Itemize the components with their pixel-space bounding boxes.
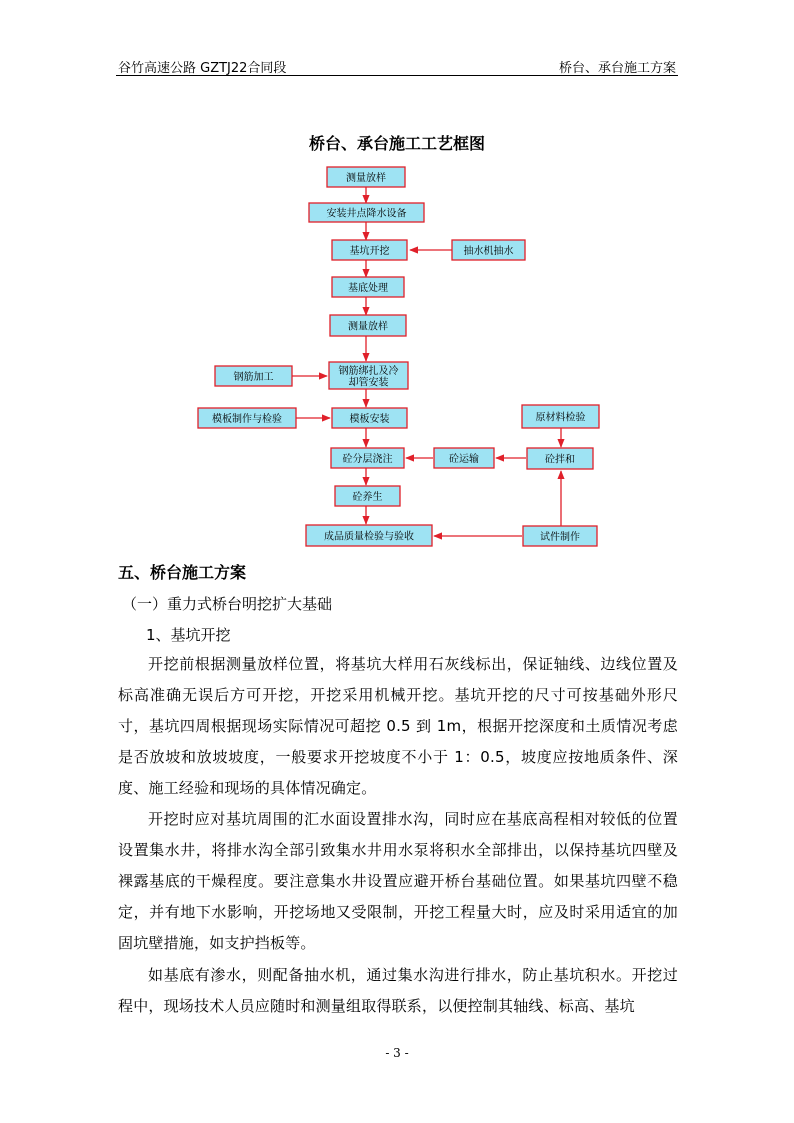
svg-text:却管安装: 却管安装 xyxy=(348,377,389,389)
box-materials-test xyxy=(522,405,599,428)
svg-text:砼运输: 砼运输 xyxy=(449,454,479,465)
svg-text:钢筋加工: 钢筋加工 xyxy=(233,372,274,383)
box-curing xyxy=(335,486,400,506)
box-rebar-process xyxy=(215,366,292,386)
box-survey-1 xyxy=(327,167,405,187)
svg-text:测量放样: 测量放样 xyxy=(346,173,386,184)
box-wellpoint xyxy=(309,203,424,222)
section-item: 1、基坑开挖 xyxy=(146,626,231,644)
box-foundation xyxy=(332,277,404,297)
figure-title: 桥台、承台施工工艺框图 xyxy=(308,134,485,153)
section-heading: 五、桥台施工方案 xyxy=(118,563,247,582)
paragraph-2: 开挖时应对基坑周围的汇水面设置排水沟，同时应在基底高程相对较低的位置设置集水井，将排水沟全部引致集水井用水泵将积水全部排出，以保持基坑四壁及裸露基底的干燥程度。要注意集水井设置应避开桥台基础位置。如果基坑四壁不稳定，并有地下水影响，开挖场地又受限制，开挖工程量大时，应及时采用适宜的加固坑壁措施，如支护挡板等。 xyxy=(118,810,678,952)
paragraph-1: 开挖前根据测量放样位置，将基坑大样用石灰线标出，保证轴线、边线位置及标高准确无误后方可开挖，开挖采用机械开挖。基坑开挖的尺寸可按基础外形尺寸，基坑四周根据现场实际情况可超挖 0.5 到 1m，根据开挖深度和土质情况考虑是否放坡和放坡坡度，一般要求开挖坡度不小于 1：0.5，坡度应按地质条件、深度、施工经验和现场的具体情况确定。 xyxy=(118,655,678,797)
svg-text:砼分层浇注: 砼分层浇注 xyxy=(342,454,393,465)
box-specimen xyxy=(523,526,597,546)
svg-text:成品质量检验与验收: 成品质量检验与验收 xyxy=(324,531,414,543)
svg-text:模板安装: 模板安装 xyxy=(349,414,390,425)
header-left: 谷竹高速公路 GZTJ22合同段 xyxy=(118,61,287,76)
box-survey-2 xyxy=(330,315,406,336)
box-mixing xyxy=(527,448,593,469)
svg-text:基坑开挖: 基坑开挖 xyxy=(349,246,390,257)
box-pour xyxy=(331,448,404,468)
svg-text:试件制作: 试件制作 xyxy=(540,532,580,543)
box-excavation xyxy=(332,240,407,260)
header-right: 桥台、承台施工方案 xyxy=(558,61,676,76)
paragraph-3: 如基底有渗水，则配备抽水机，通过集水沟进行排水，防止基坑积水。开挖过程中，现场技术人员应随时和测量组取得联系，以便控制其轴线、标高、基坑 xyxy=(118,966,678,1015)
box-inspection xyxy=(306,525,432,546)
svg-text:砼养生: 砼养生 xyxy=(352,492,383,503)
box-transport xyxy=(434,448,494,468)
box-formwork-make xyxy=(198,408,296,428)
svg-text:安装井点降水设备: 安装井点降水设备 xyxy=(326,208,407,220)
svg-text:砼拌和: 砼拌和 xyxy=(545,454,575,466)
svg-text:测量放样: 测量放样 xyxy=(348,321,388,333)
svg-text:基底处理: 基底处理 xyxy=(348,283,388,294)
svg-text:钢筋绑扎及冷: 钢筋绑扎及冷 xyxy=(338,366,399,377)
box-rebar-bind xyxy=(329,362,408,389)
box-formwork-install xyxy=(332,408,407,428)
svg-text:原材料检验: 原材料检验 xyxy=(535,412,586,424)
svg-text:模板制作与检验: 模板制作与检验 xyxy=(212,414,282,425)
box-pump xyxy=(452,240,525,260)
svg-text:抽水机抽水: 抽水机抽水 xyxy=(463,246,514,257)
page-number: - 3 - xyxy=(385,1046,409,1060)
process-flowchart xyxy=(0,0,794,560)
section-subheading: （一）重力式桥台明挖扩大基础 xyxy=(122,595,333,613)
